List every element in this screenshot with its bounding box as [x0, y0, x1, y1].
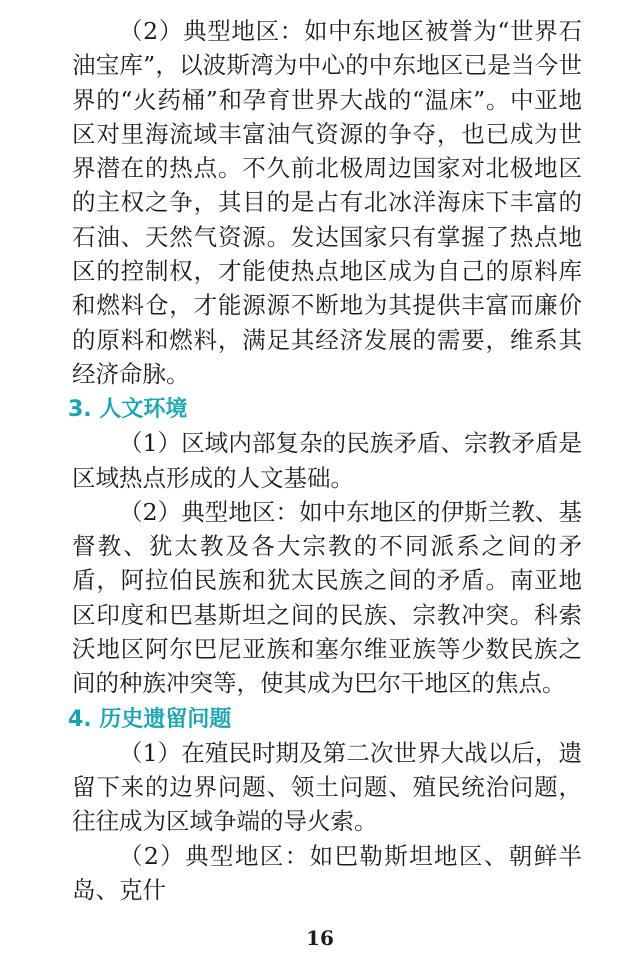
paragraph-colonial-legacy: （1）在殖民时期及第二次世界大战以后，遗留下来的边界问题、领土问题、殖民统治问题，往往成为区域争端的导火索。: [72, 738, 582, 836]
section-heading-human-environment: 3. 人文环境: [68, 397, 188, 423]
paragraph-typical-regions-conflicts: （2）典型地区：如中东地区的伊斯兰教、基督教、犹太教及各大宗教的不同派系之间的矛盾，阿拉伯民族和犹太民族之间的矛盾。南亚地区印度和巴基斯坦之间的民族、宗教冲突。科索沃地区阿尔巴尼亚族和塞尔维亚族等少数民族之间的种族冲突等，使其成为巴尔干地区的焦点。: [72, 497, 582, 698]
section-heading-historical-issues: 4. 历史遗留问题: [68, 706, 232, 732]
paragraph-oil-resources: （2）典型地区：如中东地区被誉为“世界石油宝库”，以波斯湾为中心的中东地区已是当今世界的“火药桶”和孕育世界大战的“温床”。中亚地区对里海流域丰富油气资源的争夺，也已成为世界潜在的热点。不久前北极周边国家对北极地区的主权之争，其目的是占有北冰洋海床下丰富的石油、天然气资源。发达国家只有掌握了热点地区的控制权，才能使热点地区成为自己的原料库和燃料仓，才能源源不断地为其提供丰富而廉价的原料和燃料，满足其经济发展的需要，维系其经济命脉。: [72, 17, 582, 388]
paragraph-ethnic-religious-basis: （1）区域内部复杂的民族矛盾、宗教矛盾是区域热点形成的人文基础。: [72, 429, 582, 492]
page-number: 16: [306, 926, 334, 950]
paragraph-typical-regions-disputes: （2）典型地区：如巴勒斯坦地区、朝鲜半岛、克什: [72, 841, 582, 904]
